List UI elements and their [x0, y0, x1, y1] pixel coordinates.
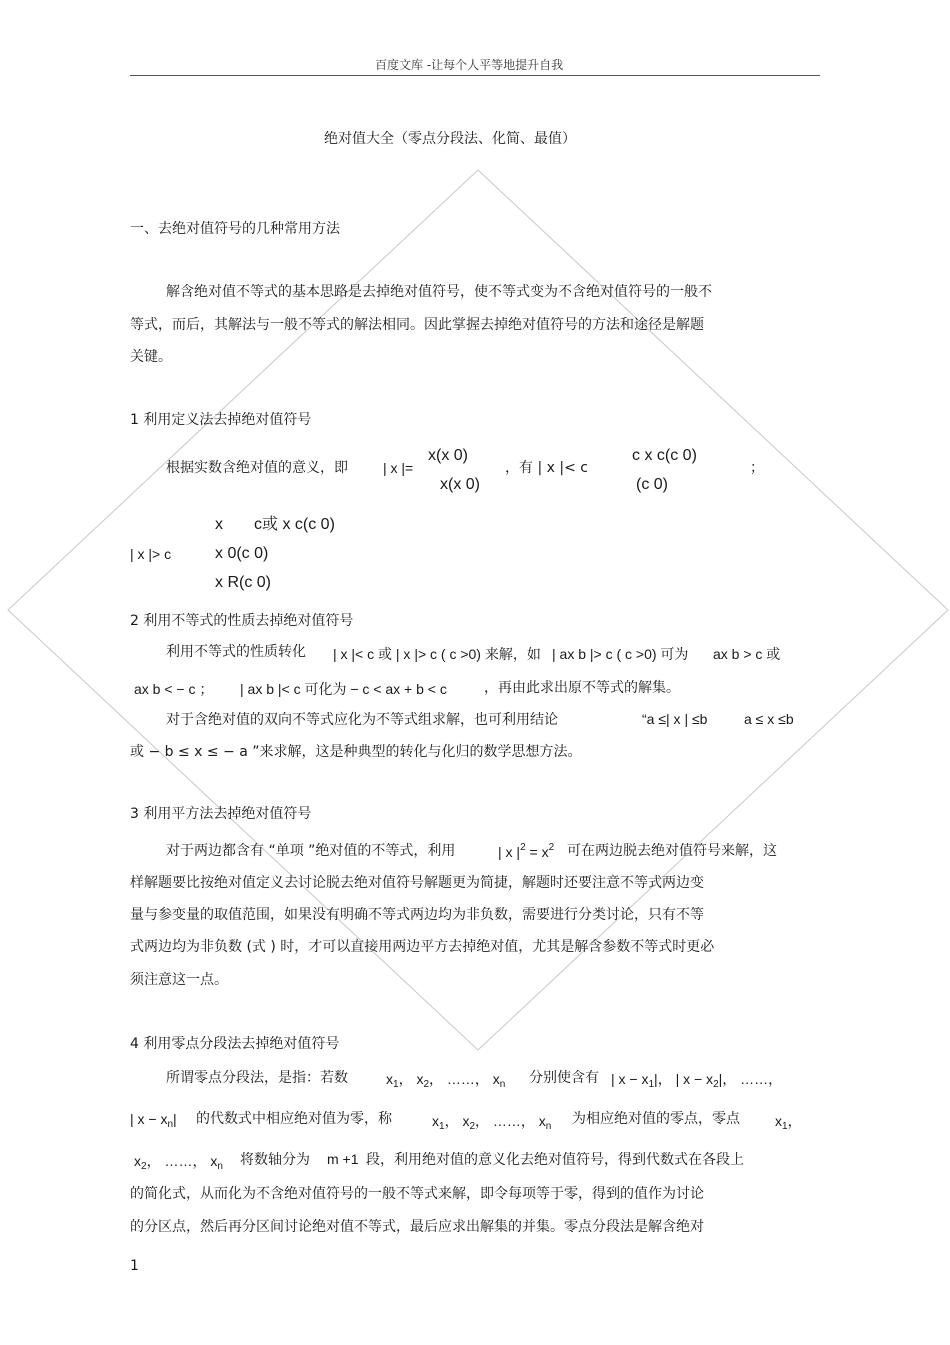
method3-heading: 3 利用平方法去掉绝对值符号 — [130, 806, 312, 822]
method4-line1-a: 所谓零点分段法，是指：若数 — [166, 1070, 348, 1086]
method3-line1-a: 对于两边都含有 “单项 ”绝对值的不等式，利用 — [166, 843, 456, 859]
method3-formula — [498, 842, 554, 860]
intro-line-3: 关键。 — [130, 349, 172, 365]
method3-line1-b: 可在两边脱去绝对值符号来解，这 — [567, 843, 777, 859]
method4-line1-b: 分别使含有 — [529, 1070, 599, 1086]
zero-points-list-3: $x_2$， ……， $x_n$ — [134, 1153, 223, 1172]
exponent-2b: 2 — [548, 842, 555, 853]
segments-count: m +1 — [327, 1151, 359, 1167]
have-less-than: ，有 | x |< c — [505, 460, 588, 476]
method2-line1-d: ax b > c 或 — [713, 646, 781, 662]
method1-heading: 1 利用定义法去掉绝对值符号 — [130, 412, 312, 428]
zero-point-x1: $x_1$， — [775, 1113, 802, 1132]
abs-greater-lhs: | x |> c — [130, 546, 172, 562]
greater-case-3: x R(c 0) — [215, 574, 271, 591]
def-case-2: x(x 0) — [440, 476, 480, 493]
method2-line4: 或 − b ≤ x ≤ − a ”来求解，这是种典型的转化与化归的数学思想方法。 — [130, 744, 582, 760]
zero-points-list-1: $x_1$， $x_2$， ……， $x_n$ — [386, 1071, 506, 1090]
section-heading: 一、去绝对值符号的几种常用方法 — [130, 221, 340, 237]
def-case-1: x(x 0) — [428, 447, 468, 464]
method3-line2: 样解题要比按绝对值定义去讨论脱去绝对值符号解题更为简捷，解题时还要注意不等式两边变 — [130, 875, 704, 891]
method4-line3-c: 段，利用绝对值的意义化去绝对值符号，得到代数式在各段上 — [366, 1152, 744, 1168]
greater-case-2: x 0(c 0) — [215, 545, 269, 562]
method4-line3-b: 将数轴分为 — [240, 1152, 310, 1168]
method2-line2-b: | ax b |< c 可化为 − c < ax + b < c — [240, 681, 447, 697]
less-case-2: (c 0) — [636, 476, 668, 493]
greater-case-1-x: x — [215, 516, 223, 533]
method2-heading: 2 利用不等式的性质去掉绝对值符号 — [130, 613, 354, 629]
method2-line2-c: ，再由此求出原不等式的解集。 — [484, 680, 680, 696]
method2-line1-c: | ax b |> c ( c >0) 可为 — [552, 646, 689, 662]
zero-points-list-2: $x_1$， $x_2$， ……， $x_n$ — [432, 1113, 552, 1132]
equals-x: = x — [525, 844, 549, 860]
abs-x-eq: | x |= — [383, 460, 414, 476]
page-header: 百度文库 -让每个人平等地提升自我 — [375, 58, 564, 72]
abs-terms-list: | $x - x_1|$， | $x - x_2|$， ……， — [611, 1071, 783, 1090]
method1-lead: 根据实数含绝对值的意义，即 — [166, 460, 348, 476]
method3-line4: 式两边均为非负数 (式 ) 时，才可以直接用两边平方去掉绝对值，尤其是解含参数不等式时更必 — [130, 939, 715, 955]
method2-line1-a: 利用不等式的性质转化 — [166, 644, 306, 660]
page-number: 1 — [130, 1258, 139, 1274]
method4-line2-c: 为相应绝对值的零点，零点 — [572, 1111, 740, 1127]
doc-title: 绝对值大全（零点分段法、化简、最值） — [324, 131, 576, 147]
method2-line1-b: | x |< c 或 | x |> c ( c >0) 来解，如 — [333, 646, 541, 662]
method4-heading: 4 利用零点分段法去掉绝对值符号 — [130, 1036, 340, 1052]
header-rule — [130, 75, 820, 76]
exponent-2: 2 — [520, 842, 526, 853]
method4-line4: 的简化式，从而化为不含绝对值符号的一般不等式来解，即令每项等于零，得到的值作为讨论 — [130, 1186, 704, 1202]
less-case-1: c x c(c 0) — [632, 447, 697, 464]
method4-line2-b: 的代数式中相应绝对值为零，称 — [196, 1111, 392, 1127]
method2-line3-a: 对于含绝对值的双向不等式应化为不等式组求解，也可利用结论 — [166, 712, 558, 728]
method3-line5: 须注意这一点。 — [130, 972, 228, 988]
greater-case-1: c或 x c(c 0) — [254, 516, 335, 533]
abs-x: | x | — [498, 844, 521, 860]
semicolon: ； — [750, 460, 764, 476]
method4-line5: 的分区点，然后再分区间讨论绝对值不等式，最后应求出解集的并集。零点分段法是解含绝对 — [130, 1219, 704, 1235]
method2-line3-b: “a ≤| x | ≤b — [642, 711, 708, 727]
abs-term-n: | $x - x_n|$ — [130, 1111, 177, 1130]
intro-line-1: 解含绝对值不等式的基本思路是去掉绝对值符号，使不等式变为不含绝对值符号的一般不 — [166, 284, 712, 300]
method3-line3: 量与参变量的取值范围，如果没有明确不等式两边均为非负数，需要进行分类讨论，只有不等 — [130, 907, 704, 923]
intro-line-2: 等式，而后，其解法与一般不等式的解法相同。因此掌握去掉绝对值符号的方法和途径是解题 — [130, 317, 704, 333]
method2-line2-a: ax b < − c ； — [134, 681, 214, 697]
method2-line3-c: a ≤ x ≤b — [744, 711, 794, 727]
